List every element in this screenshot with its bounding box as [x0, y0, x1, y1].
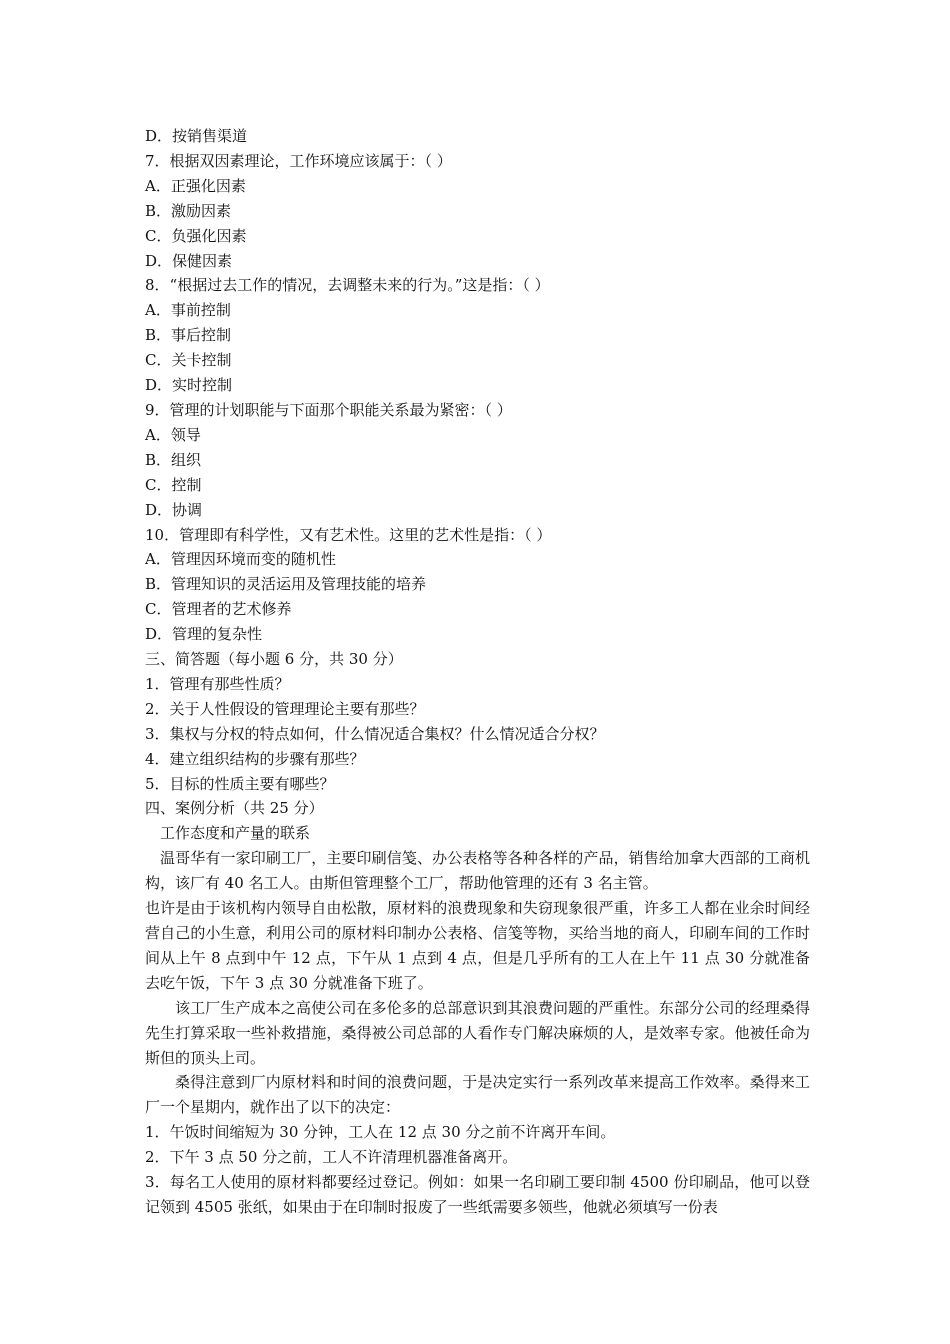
option-c-q10: C．管理者的艺术修养 — [145, 600, 292, 619]
question-9: 9．管理的计划职能与下面那个职能关系最为紧密：（ ） — [145, 400, 512, 419]
short-answer-3: 3．集权与分权的特点如何，什么情况适合集权？什么情况适合分权？ — [145, 724, 605, 743]
decision-2: 2．下午 3 点 50 分之前，工人不许清理机器准备离开。 — [145, 1148, 518, 1167]
option-b-q7: B．激励因素 — [145, 201, 232, 220]
case-paragraph-1: 温哥华有一家印刷工厂，主要印刷信笺、办公表格等各种各样的产品，销售给加拿大西部的工商机构，该厂有 40 名工人。由斯但管理整个工厂，帮助他管理的还有 3 名主管。 — [145, 849, 810, 893]
option-c-q9: C．控制 — [145, 475, 202, 494]
case-title: 工作态度和产量的联系 — [160, 824, 311, 843]
option-d-q10: D．管理的复杂性 — [145, 625, 263, 644]
case-paragraph-3: 该工厂生产成本之高使公司在多伦多的总部意识到其浪费问题的严重性。东部分公司的经理桑得先生打算采取一些补救措施，桑得被公司总部的人看作专门解决麻烦的人，是效率专家。他被任命为斯但的顶头上司。 — [145, 998, 810, 1067]
document-page — [145, 124, 810, 1220]
option-c-q8: C．关卡控制 — [145, 351, 232, 370]
option-b-q9: B．组织 — [145, 450, 202, 469]
section-3-heading: 三、简答题（每小题 6 分，共 30 分） — [145, 650, 403, 669]
option-d-q7: D．保健因素 — [145, 251, 233, 270]
option-d-q8: D．实时控制 — [145, 376, 233, 395]
question-7: 7．根据双因素理论，工作环境应该属于：（ ） — [145, 151, 452, 170]
case-paragraph-2: 也许是由于该机构内领导自由松散，原材料的浪费现象和失窃现象很严重，许多工人都在业余时间经营自己的小生意，利用公司的原材料印制办公表格、信笺等物，买给当地的商人，印刷车间的工作时间从上午 8 点到中午 12 点，下午从 1 点到 4 点，但是几乎所有的工人在上午 11 点 30 分就准备去吃午饭，下午 3 点 30 分就准备下班了。 — [145, 899, 810, 992]
short-answer-5: 5．目标的性质主要有哪些？ — [145, 774, 335, 793]
short-answer-2: 2．关于人性假设的管理理论主要有那些？ — [145, 699, 425, 718]
case-paragraph-4: 桑得注意到厂内原材料和时间的浪费问题，于是决定实行一系列改革来提高工作效率。桑得来工厂一个星期内，就作出了以下的决定： — [145, 1073, 810, 1117]
decision-1: 1．午饭时间缩短为 30 分钟，工人在 12 点 30 分之前不许离开车间。 — [145, 1123, 616, 1142]
question-8: 8．“根据过去工作的情况，去调整未来的行为。”这是指：（ ） — [145, 276, 550, 295]
question-10: 10．管理即有科学性，又有艺术性。这里的艺术性是指：（ ） — [145, 525, 552, 544]
section-4-heading: 四、案例分析（共 25 分） — [145, 799, 324, 818]
option-c-q7: C．负强化因素 — [145, 226, 247, 245]
option-a-q8: A．事前控制 — [145, 301, 231, 320]
option-a-q7: A．正强化因素 — [145, 176, 246, 195]
option-d-q9: D．协调 — [145, 500, 203, 519]
option-b-q10: B．管理知识的灵活运用及管理技能的培养 — [145, 575, 427, 594]
option-a-q9: A．领导 — [145, 425, 201, 444]
option-b-q8: B．事后控制 — [145, 326, 232, 345]
decision-3: 3．每名工人使用的原材料都要经过登记。例如：如果一名印刷工要印制 4500 份印刷品，他可以登记领到 4505 张纸，如果由于在印制时报废了一些纸需要多领些，他就必须填写一份表 — [145, 1173, 810, 1216]
option-d-q6: D．按销售渠道 — [145, 127, 248, 145]
short-answer-4: 4．建立组织结构的步骤有那些？ — [145, 749, 365, 768]
option-a-q10: A．管理因环境而变的随机性 — [145, 550, 336, 569]
short-answer-1: 1．管理有那些性质？ — [145, 674, 290, 693]
